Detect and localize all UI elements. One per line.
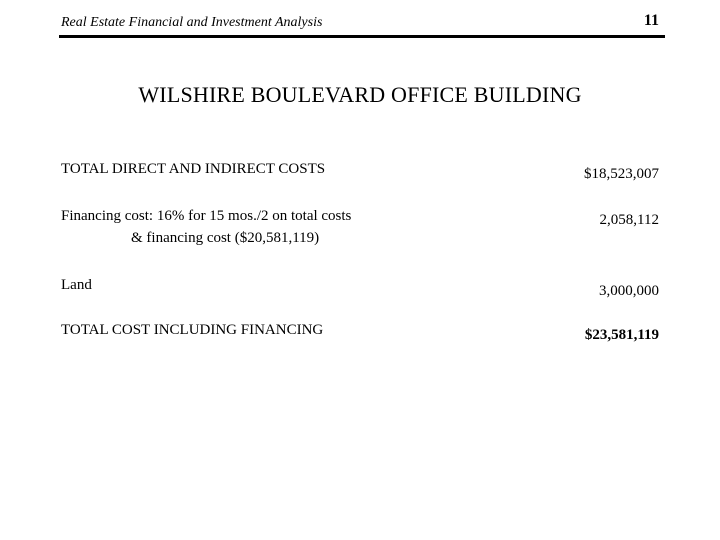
page-number: 11 [643, 12, 659, 29]
row-label-total-direct-indirect: TOTAL DIRECT AND INDIRECT COSTS [61, 161, 326, 177]
row-value-total-direct-indirect: $18,523,007 [584, 166, 659, 182]
financing-cost-line2: & financing cost ($20,581,119) [131, 230, 320, 246]
row-value-land: 3,000,000 [599, 283, 659, 299]
row-label-total-cost-including-financing: TOTAL COST INCLUDING FINANCING [61, 322, 324, 338]
header-rule [59, 35, 665, 38]
document-title: WILSHIRE BOULEVARD OFFICE BUILDING [138, 82, 582, 107]
header-title: Real Estate Financial and Investment Analysis [61, 15, 323, 30]
financing-cost-line1: Financing cost: 16% for 15 mos./2 on total costs [61, 208, 352, 224]
row-value-financing-cost: 2,058,112 [599, 212, 659, 228]
row-label-financing-cost [61, 205, 351, 249]
row-value-total-cost-including-financing: $23,581,119 [584, 327, 659, 343]
row-label-land: Land [61, 277, 92, 293]
